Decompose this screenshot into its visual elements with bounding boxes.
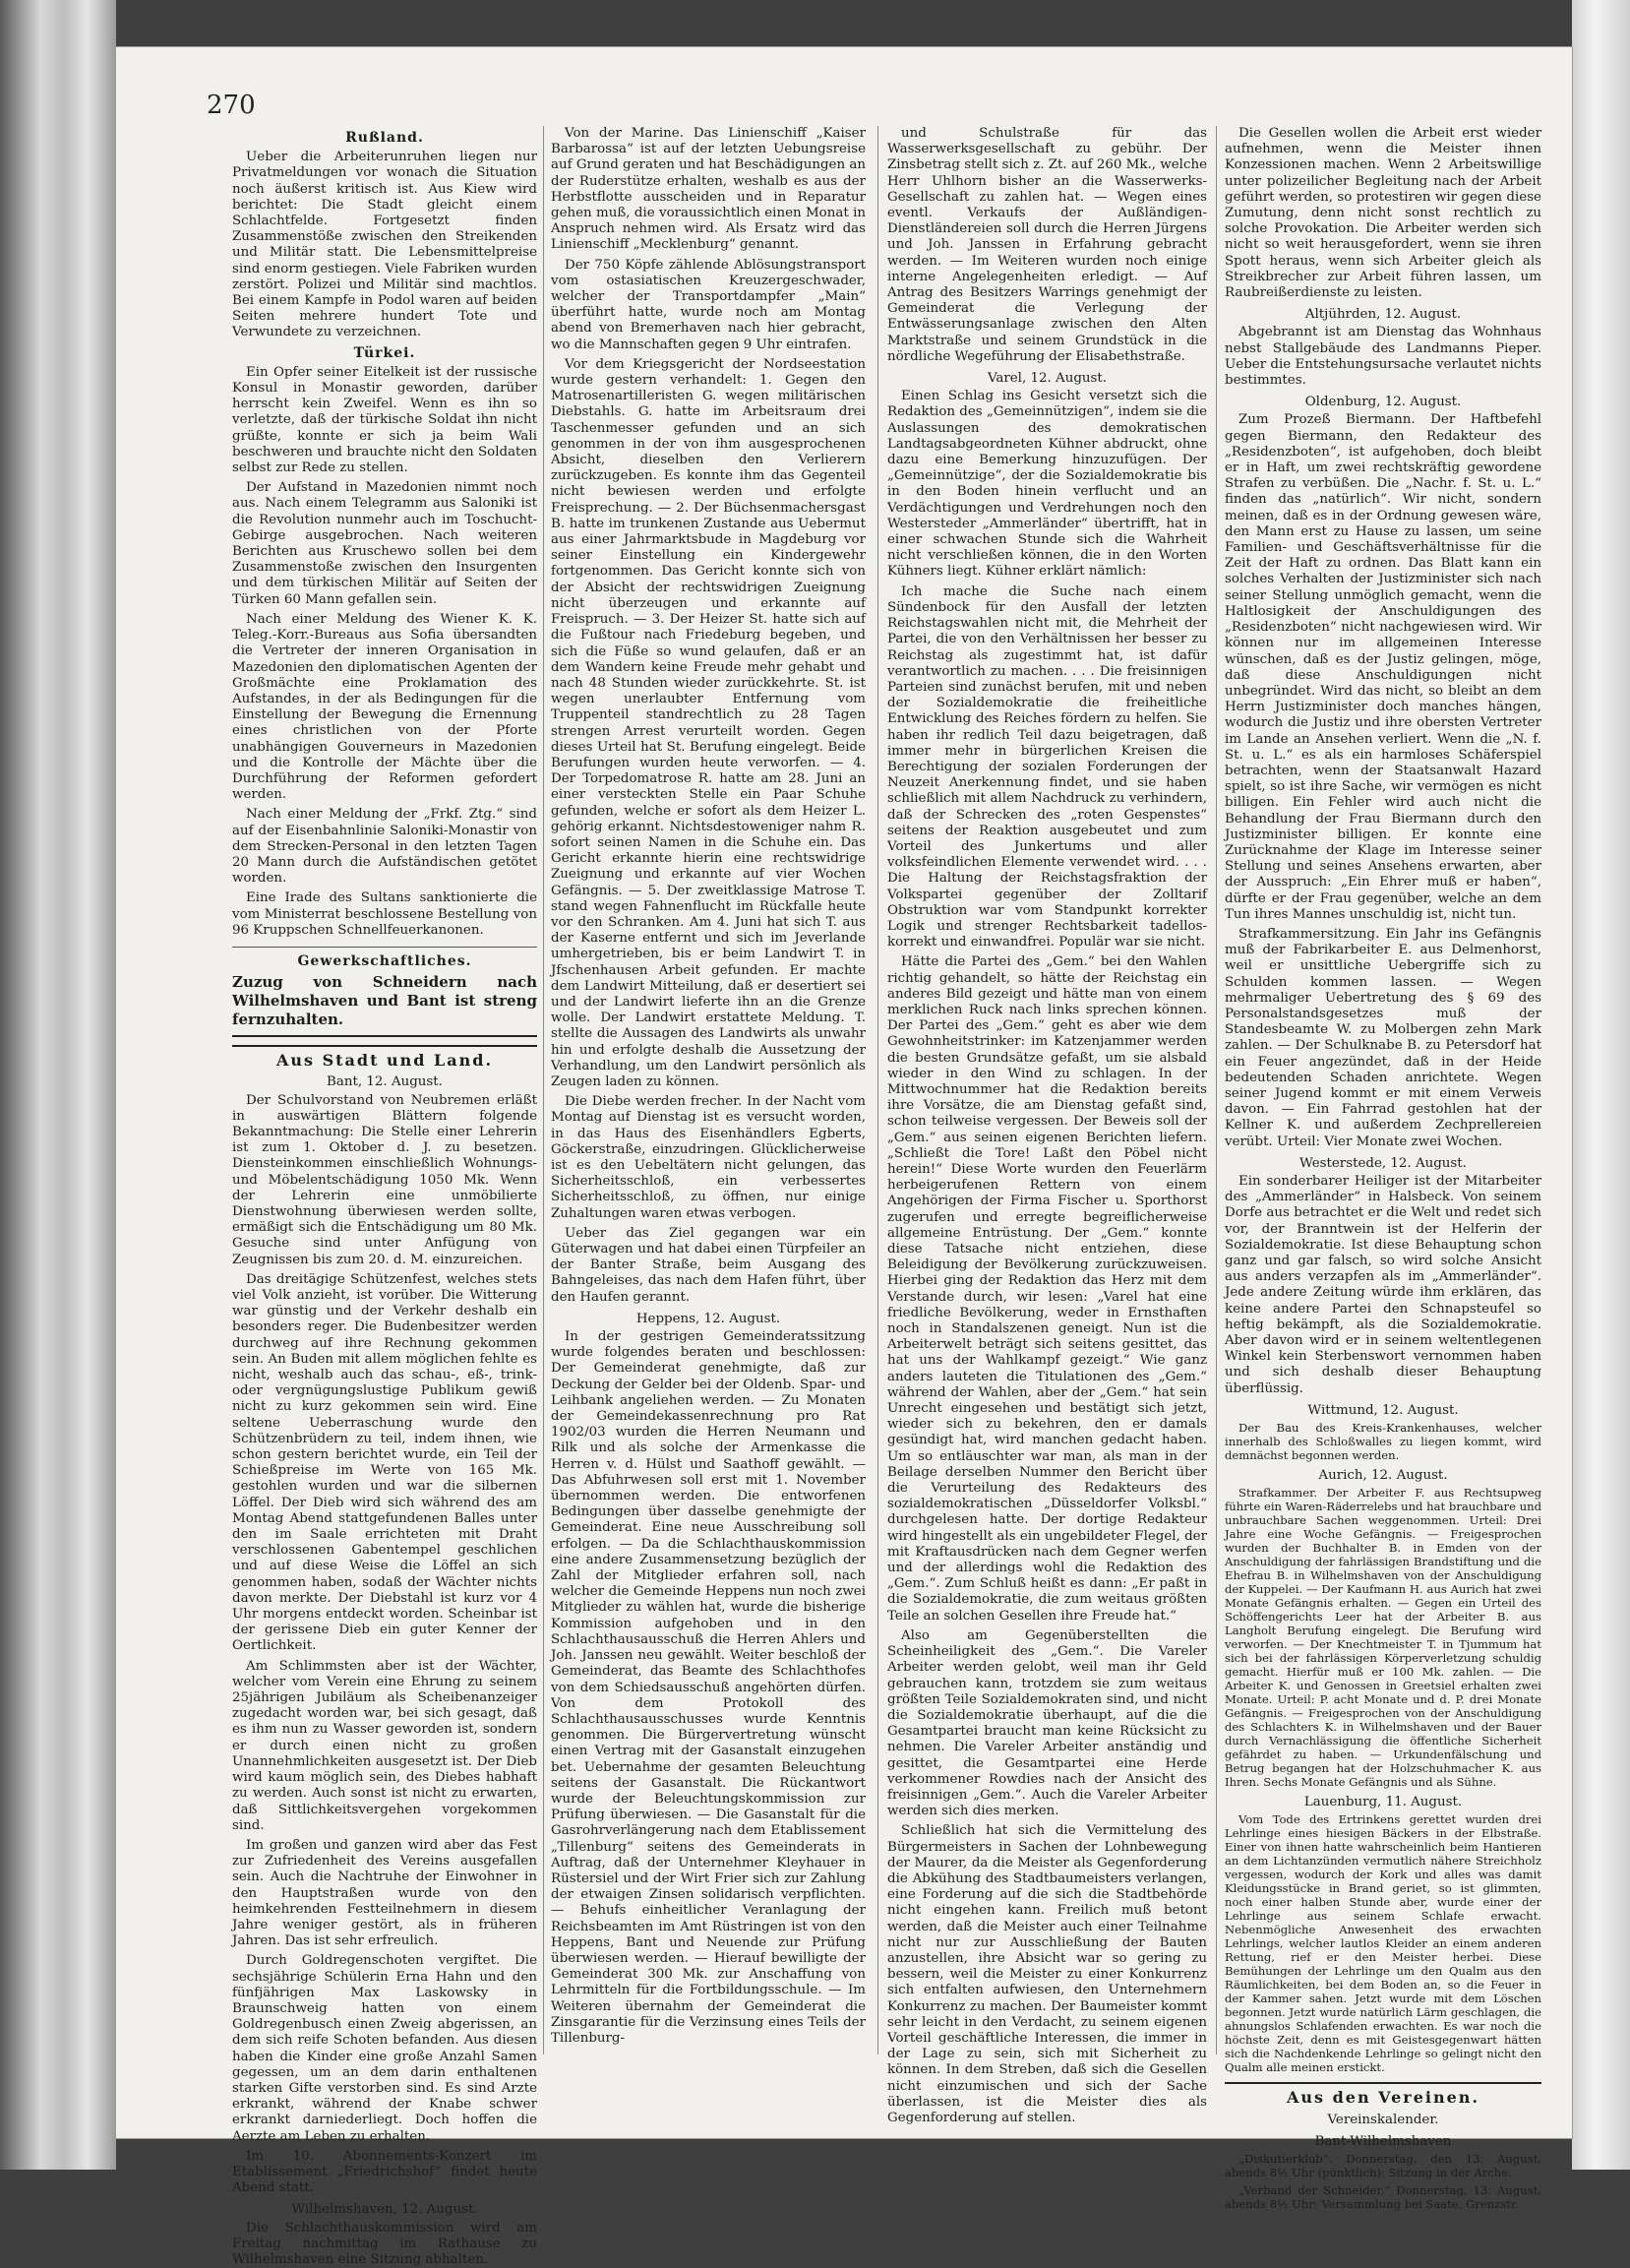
page-number: 270 xyxy=(207,91,256,120)
heading-gewerkschaftliches: Gewerkschaftliches. xyxy=(297,952,472,969)
separator xyxy=(232,947,537,948)
dateline-aurich: Aurich, 12. August. xyxy=(1318,1468,1448,1484)
column-rule xyxy=(877,126,878,2054)
article-paragraph: Ueber die Arbeiterunruhen liegen nur Privatmeldungen vor wonach die Situation noch äußerst kritisch ist. Aus Kiew wird berichtet: Die Stadt gleicht einem Schlachtfelde. Fortgesetzt finden Zusammenstöße zwischen den Streikenden und Militär statt. Die Lebensmittelpreise sind enorm gestiegen. Viele Fabriken wurden zerstört. Polizei und Militär sind machtlos. Bei einem Kampfe in Podol waren auf beiden Seiten mehrere hundert Tote und Verwundete zu verzeichnen. xyxy=(232,150,537,340)
article-paragraph: Also am Gegenüberstellten die Scheinheiligkeit des „Gem.“. Die Vareler Arbeiter werden gelobt, weil man ihr Geld gebrauchen kann, trotzdem sie zum weitaus größten Teile Sozialdemokraten sind, und nicht die Sozialdemokratie überhaupt, auf die die Gesamtpartei braucht man keine Rücksicht zu nehmen. Die Vareler Arbeiter anständig und gesittet, die Gesamtpartei eine Herde verkommener Rowdies nach der Ansicht des freisinnigen „Gem.“. Auch die Vareler Arbeiter werden sich dies merken. xyxy=(887,1627,1207,1819)
dateline-altjuehrden: Altjührden, 12. August. xyxy=(1304,307,1462,323)
dateline-oldenburg: Oldenburg, 12. August. xyxy=(1304,395,1462,410)
article-paragraph: Durch Goldregenschoten vergiftet. Die sechsjährige Schülerin Erna Hahn und den fünfjährigen Max Laskowsky in Braunschweig hatten von einem Goldregenbusch einen Zweig abgerissen, an dem sich reife Schoten befanden. Aus diesen haben die Kinder eine große Anzahl Samen gegessen, um an dem darin enthaltenen starken Gifte verstorben sind. Es sind Arzte erkrankt, während der Knabe schwer erkrankt darniederliegt. Doch hoffen die Aerzte am Leben zu erhalten. xyxy=(232,1953,537,2144)
column-2 xyxy=(551,126,866,2064)
column-1 xyxy=(232,126,537,2267)
article-paragraph: Die Schlachthauskommission wird am Freitag nachmittag im Rathause zu Wilhelmshaven eine Sitzung abhalten. xyxy=(232,2220,537,2267)
page-edge xyxy=(1572,0,1630,2170)
column-rule xyxy=(1216,126,1217,2054)
article-paragraph: Ich mache die Suche nach einem Sündenbock für den Ausfall der letzten Reichstagswahlen nicht mit, die Mehrheit der Partei, die von den Verhältnissen her besser zu Reichstag als zugestimmt hat, ist dafür verantwortlich zu machen. . . . Die freisinnigen Parteien sind zunächst berufen, mit und neben der Sozialdemokratie die freiheitliche Entwicklung des Reiches fördern zu helfen. Sie haben ihr redlich Teil dazu beigetragen, daß immer mehr in bürgerlichen Kreisen die Berechtigung der sozialen Forderungen der Neuzeit Anerkennung findet, und sie haben schließlich mit allem Nachdruck zu verhindern, daß der Schrecken des „roten Gespenstes“ seitens der Reaktion ausgebeutet und zum Vorteil des Junkertums und aller volksfeindlichen Elemente verwendet wird. . . . Die Haltung der Reichstagsfraktion der Volkspartei gegenüber der Zolltarif Obstruktion war vom Standpunkt korrekter Logik und strenger Rechtsbarkeit tadellos-korrekt und einwandfrei. Populär war sie nicht. xyxy=(887,583,1207,950)
article-paragraph: Vor dem Kriegsgericht der Nordseestation wurde gestern verhandelt: 1. Gegen den Matrosenartilleristen G. wegen militärischen Diebstahls. G. hatte im Arbeitsraum drei Taschenmesser gefunden und an sich genommen in der von ihm ausgesprochenen Absicht, dieselben den Verlierern zurückzugeben. Es konnte ihm das Gegenteil nicht bewiesen werden und erfolgte Freisprechung. — 2. Der Büchsenmachersgast B. hatte im trunkenen Zustande aus Uebermut aus einer Jahrmarktsbude in Magdeburg vor seiner Einstellung ein Kindergewehr fortgenommen. Das Gericht konnte sich von der Absicht der rechtswidrigen Zueignung nicht überzeugen und erkannte auf Freispruch. — 3. Der Heizer St. hatte sich auf die Fußtour nach Friedeburg begeben, und sich die Füße so wund gelaufen, daß er an dem Wandern keine Freude mehr gehabt und nach 48 Stunden wieder zurückkehrte. St. ist wegen unerlaubter Entfernung vom Truppenteil standrechtlich zu 28 Tagen strengen Arrest verurteilt worden. Gegen dieses Urteil hat St. Berufung eingelegt. Beide Berufungen wurden heute verworfen. — 4. Der Torpedomatrose R. hatte am 28. Juni an einer versteckten Stelle ein Paar Schuhe gefunden, welche er sofort als dem Heizer L. gehörig erkannt. Nichtsdestoweniger nahm R. sofort seinen Namen in die Schuhe ein. Das Gericht erkannte hierin eine rechtswidrige Zueignung und erkannte auf vier Wochen Gefängnis. — 5. Der zweitklassige Matrose T. stand wegen Fahnenflucht im Rückfalle heute vor den Schranken. Am 4. Juni hat sich T. aus der Kaserne entfernt und sich im Jeverlande umhergetrieben, bis er beim Landwirt T. in Jfschenhausen Arbeit gefunden. Er machte dem Landwirt Mitteilung, daß er desertiert sei und der Landwirt lieferte ihn an die Grenze wolle. Der Landwirt erstattete Meldung. T. stellte die Aussagen des Landwirts als unwahr hin und erfolgte deshalb die Aussetzung der Verhandlung, um den Landwirt persönlich als Zeugen laden zu können. xyxy=(551,356,866,1089)
article-paragraph: Ein sonderbarer Heiliger ist der Mitarbeiter des „Ammerländer“ in Halsbeck. Von seinem Dorfe aus betrachtet er die Welt und redet sich vor, der Branntwein ist der Helferin der Sozialdemokratie. Ist diese Behauptung schon ganz und gar falsch, so wird solche Ansicht aus anders verzapfen als im „Ammerländer“. Jede andere Zeitung würde ihm erklären, das keine andere Partei den Schnapsteufel so heftig bekämpft, als die Sozialdemokratie. Aber davon wird er in seinem weltentlegenen Winkel kein Sterbenswort vernommen haben und sich deshalb dieser Behauptung überflüssig. xyxy=(1225,1174,1541,1396)
article-paragraph: Hätte die Partei des „Gem.“ bei den Wahlen richtig gehandelt, so hätte der Reichstag ein anderes Bild gezeigt und hätte man von einem merklichen Ruck nach links sprechen können. Der Partei des „Gem.“ geht es aber wie dem Gewohnheitstrinker: im Katzenjammer werden die besten Grundsätze gefaßt, um sie alsbald wieder in den Wind zu schlagen. In der Mittwochnummer hat die Redaktion bereits ihre Vorsätze, die am Dienstag gefaßt sind, schon teilweise vergessen. Der Beweis soll der „Gem.“ aus seinen eigenen Berichten liefern. „Schließt die Tore! Laßt den Pöbel nicht herein!“ Diese Worte wurden den Feuerlärm herbeigerufenen Rettern von einem Angehörigen der Firma Fischer u. Sporthorst zugerufen und erregte begreiflicherweise allgemeine Entrüstung. Der „Gem.“ konnte diese Tatsache nicht entziehen, diese Beleidigung der Bevölkerung zurückzuweisen. Hierbei ging der Redaktion das Herz mit dem Verstande durch, wir lesen: „Varel hat eine friedliche Bevölkerung, weder in Ernsthaften noch in Standalszenen geneigt. Nun ist die Arbeiterwelt beträgt sich seitens gesittet, das hat uns der Wahlkampf gezeigt.“ Wie ganz anders lauteten die Titulationen des „Gem.“ während der Wahlen, aber der „Gem.“ hat sein Unrecht eingesehen und bestätigt sich jetzt, wieder sich zu bekehren, den er damals gesündigt hat, wird manchen gedacht haben. Um so entläuschter war man, als man in der Beilage derselben Nummer den Bericht über die Verurteilung des Redakteurs des sozialdemokratischen „Düsseldorfer Volksbl.“ durchgelesen hatte. Der dortige Redakteur wird hingestellt als ein ungebildeter Flegel, der mit Kraftausdrücken nach dem Gegner werfen und der allerdings wohl die Redaktion des „Gem.“. Zum Schluß heißt es dann: „Er paßt in die Sozialdemokratie, die zum weitaus größten Teile an solchen Gesellen ihre Freude hat.“ xyxy=(887,954,1207,1624)
book-spine xyxy=(0,0,116,2170)
event-entry: „Verband der Schneider.“ Donnerstag, 13. August, abends 8½ Uhr: Versammlung bei Saate, Grenzstr. xyxy=(1225,2183,1541,2212)
article-paragraph: In der gestrigen Gemeinderatssitzung wurde folgendes beraten und beschlossen: Der Gemeinderat genehmigte, daß zur Deckung der Gelder bei der Oldenb. Spar- und Leihbank angeliehen werden. — Zu Monaten der Gemeindekassenrechnung pro Rat 1902/03 wurden die Herren Neumann und Rilk und als solche der Armenkasse die Herren v. d. Hülst und Saathoff gewählt. — Das Abfuhrwesen soll erst mit 1. November übernommen werden. Die entworfenen Bedingungen über dasselbe genehmigte der Gemeinderat. Eine neue Ausschreibung soll erfolgen. — Da die Schlachthauskommission eine andere Zusammensetzung bezüglich der Zahl der Mitglieder erfahren soll, nach welcher die Gemeinde Heppens nun noch zwei Mitglieder zu wählen hat, wurde die bisherige Kommission aufgehoben und in den Schlachthausausschuß die Herren Ahlers und Joh. Janssen neu gewählt. Weiter beschloß der Gemeinderat, das Beamte des Schlachthofes von dem Schiedsausschuß angehörten dürfen. Von dem Protokoll des Schlachthausausschusses wurde Kenntnis genommen. Die Bürgervertretung wünscht einen Vertrag mit der Gasanstalt einzugehen bet. Uebernahme der gesamten Beleuchtung seitens der Gasanstalt. Die Rückantwort wurde der Beleuchtungskommission zur Prüfung überwiesen. — Die Gasanstalt für die Gasrohrverlängerung nach dem Etablissement „Tillenburg“ seitens des Gemeinderats in Auftrag, daß der Unternehmer Kleyhauer in Rüstersiel und der Wirt Frier sich zur Zahlung der etwaigen Zinsen solidarisch verpflichten. — Behufs einheitlicher Veranlagung der Reichsbeamten im Amt Rüstringen ist von den Heppens, Bant und Neuende zur Prüfung überwiesen werden. — Hierauf bewilligte der Gemeinderat 300 Mk. zur Anschaffung von Lehrmitteln für die Fortbildungsschule. — Im Weiteren übernahm der Gemeinderat die Zinsgarantie für die Verzinsung eines Teils der Tillenburg- xyxy=(551,1329,866,2046)
article-paragraph: und Schulstraße für das Wasserwerksgesellschaft zu gebühr. Der Zinsbetrag stellt sich z. Zt. auf 260 Mk., welche Herr Uhlhorn bisher an die Wasserwerks-Gesellschaft zu zahlen hat. — Wegen eines eventl. Verkaufs der Außländigen-Dienstländereien soll durch die Herren Jürgens und Joh. Janssen in Erfahrung gebracht werden. — Im Weiteren wurden noch einige interne Angelegenheiten erledigt. — Auf Antrag des Besitzers Warrings genehmigt der Gemeinderat die Verlegung der Entwässerungsanlage zwischen den Alten Marktstraße und seinem Grundstück in die nördliche Wegeführung der Elisabethstraße. xyxy=(887,126,1207,364)
column-4 xyxy=(1225,126,1541,2212)
article-paragraph: Im großen und ganzen wird aber das Fest zur Zufriedenheit des Vereins ausgefallen sein. Auch die Nachtruhe der Einwohner in den Hauptstraßen wurde von den heimkehrenden Festteilnehmern in diesem Jahre weniger gestört, als in früheren Jahren. Das ist sehr erfreulich. xyxy=(232,1837,537,1949)
dateline-varel: Varel, 12. August. xyxy=(987,371,1108,387)
article-paragraph: Strafkammersitzung. Ein Jahr ins Gefängnis muß der Fabrikarbeiter E. aus Delmenhorst, weil er unsittliche Uebergriffe sich zu Schulden kommen lassen. — Wegen mehrmaliger Uebertretung des § 69 des Personalstandsgesetzes muß der Standesbeamte W. zu Molbergen zehn Mark zahlen. — Der Schulknabe B. zu Petersdorf hat ein Feuer angezündet, daß in der Heide bedeutenden Schaden anrichtete. Wegen seiner Jugend kommt er mit einem Verweis davon. — Ein Fahrrad gestohlen hat der Kellner K. und außerdem Zechprellereien verübt. Urteil: Vier Monate zwei Wochen. xyxy=(1225,926,1541,1149)
article-paragraph: Vom Tode des Ertrinkens gerettet wurden drei Lehrlinge eines hiesigen Bäckers in der Elbstraße. Einer von ihnen hatte wahrscheinlich beim Hantieren an dem Lichtanzünden vermutlich nähere Streichholz vergessen, wodurch der Kork und alles was damit Kleidungsstücke in Brand geriet, so ist glimmten, noch einer halben Stunde aber, wurde einer der Lehrlinge aus seinem Schlafe erwacht. Nebenmögliche Anwesenheit des erwachten Lehrlings, welcher lautlos Kleider an einem anderen Rettung, rief er den Meister herbei. Diese Bemühungen der Lehrlinge um den Qualm aus den Räumlichkeiten, bei dem Boden an, so die Feuer in der Kammer sahen. Jetzt wurde mit dem Löschen begonnen. Jetzt wurde natürlich Lärm geschlagen, die ahnungslos Schlafenden erwachten. Es war noch die höchste Zeit, denn es mit Geistesgegenwart hätten sich die Nachdenkende Lehrlinge so gelingt nicht den Qualm alle meinen erstickt. xyxy=(1225,1812,1541,2075)
article-paragraph: Die Diebe werden frecher. In der Nacht vom Montag auf Dienstag ist es versucht worden, in das Haus des Eisenhändlers Egberts, Göckerstraße, einzudringen. Glücklicherweise ist es den Uebeltätern nicht gelungen, das Sicherheitsschloß, ein verbessertes Sicherheitsschloß, zu öffnen, nur einige Zuhaltungen waren etwas verbogen. xyxy=(551,1094,866,1221)
heading-stadt-und-land: Aus Stadt und Land. xyxy=(232,1045,537,1069)
heading-russland: Rußland. xyxy=(345,130,424,146)
article-paragraph: Die Gesellen wollen die Arbeit erst wieder aufnehmen, wenn die Meister ihnen Konzessionen machen. Wenn 2 Arbeitswillige unter polizeilicher Begleitung nach der Arbeit geführt werden, so protestiren wir gegen diese Zumutung, denn nicht sonst rechtlich zu solche Provokation. Die Arbeiter werden sich nicht so weit herausgefordert, wenn sie ihren Spott heraus, wenn sich Arbeiter gleich als Streikbrecher zur Arbeit führen lassen, um Raubreißerdienste zu leisten. xyxy=(1225,126,1541,301)
article-paragraph: Ueber das Ziel gegangen war ein Güterwagen und hat dabei einen Türpfeiler an der Banter Straße, beim Ausgang des Bahngeleises, das nach dem Hafen führt, über den Haufen gerannt. xyxy=(551,1225,866,1305)
article-paragraph: Der Bau des Kreis-Krankenhauses, welcher innerhalb des Schloßwalles zu liegen kommt, wird demnächst begonnen werden. xyxy=(1225,1421,1541,1463)
heading-aus-den-vereinen: Aus den Vereinen. xyxy=(1225,2082,1541,2106)
article-paragraph: Ein Opfer seiner Eitelkeit ist der russische Konsul in Monastir geworden, darüber herrscht kein Zweifel. Wenn es ihn so verletzte, daß der türkische Soldat ihn nicht grüßte, konnte er sich ja beim Wali beschweren und brauchte nicht den Soldaten selbst zur Rede zu stellen. xyxy=(232,364,537,476)
article-paragraph: Eine Irade des Sultans sanktionierte die vom Ministerrat beschlossene Bestellung von 96 Kruppschen Schnellfeuerkanonen. xyxy=(232,890,537,938)
article-paragraph: Der Schulvorstand von Neubremen erläßt in auswärtigen Blättern folgende Bekanntmachung: Die Stelle einer Lehrerin ist zum 1. Oktober d. J. zu besetzen. Diensteinkommen einschließlich Wohnungs- und Möbelentschädigung 1050 Mk. Wenn der Lehrerin eine unmöbilierte Dienstwohnung überwiesen werden sollte, ermäßigt sich die Entschädigung um 80 Mk. Gesuche sind unter Anfügung von Zeugnissen bis zum 20. d. M. einzureichen. xyxy=(232,1092,537,1267)
dateline-wilhelmshaven: Wilhelmshaven, 12. August. xyxy=(291,2202,478,2218)
heading-bant-wilhelmshaven: Bant-Wilhelmshaven xyxy=(1314,2133,1452,2149)
article-paragraph: Am Schlimmsten aber ist der Wächter, welcher vom Verein eine Ehrung zu seinem 25jährigen Jubiläum als Scheibenanzeiger zugedacht worden war, bei sich gesagt, daß es ihm nun zu Wasser geworden ist, sondern er durch einen nicht zu großen Unannehmlichkeiten ausgesetzt ist. Der Dieb wird kaum möglich sein, des Diebes habhaft zu werden. Auch sonst ist nicht zu erwarten, daß Sittlichkeitsvergehen vorgekommen sind. xyxy=(232,1658,537,1833)
article-paragraph: Der Aufstand in Mazedonien nimmt noch aus. Nach einem Telegramm aus Saloniki ist die Revolution nunmehr auch im Toschucht-Gebirge ausgebrochen. Nach weiteren Berichten aus Kruschewo sollen bei dem Zusammenstoße zwischen den Insurgenten und dem türkischen Militär auf Seiten der Türken 60 Mann gefallen sein. xyxy=(232,480,537,607)
article-paragraph: Schließlich hat sich die Vermittelung des Bürgermeisters in Sachen der Lohnbewegung der Maurer, da die Meister als Gegenforderung die Abkühung des Stadtbaumeisters verlangen, eine Forderung auf die sich die Stadtbehörde nicht eingehen kann. Freilich muß betont werden, daß die Meister auch einer Teilnahme nicht nur zur Ausschließung der Bauten anzustellen, ihre Absicht war so gering zu bessern, weil die Meister zu einer Konkurrenz sich entfalten aufwiesen, den Unternehmern Konkurrenz zu machen. Der Baumeister kommt sehr leicht in den Verdacht, zu seinem eigenen Vorteil geschäftliche Interessen, die immer in der Lage zu sein, sich mit Sicherheit zu können. In dem Streben, daß sich die Gesellen nicht einzumischen und sich der Sache überlassen, ist die Meister dies als Gegenforderung auf stellen. xyxy=(887,1823,1207,2125)
article-paragraph: Der 750 Köpfe zählende Ablösungstransport vom ostasiatischen Kreuzergeschwader, welcher der Transportdampfer „Main“ überführt hatte, wurde noch am Montag abend von Bremerhaven nach hier gebracht, wo die Mannschaften gegen 9 Uhr eintrafen. xyxy=(551,257,866,352)
article-paragraph: Das dreitägige Schützenfest, welches stets viel Volk anzieht, ist vorüber. Die Witterung war günstig und der Verkehr deshalb ein besonders reger. Die Budenbesitzer werden durchweg auf ihre Rechnung gekommen sein. An Buden mit allem möglichen fehlte es nicht, weshalb auch das schau-, eß-, trink- oder vergnügungslustige Publikum gewiß nicht zu kurz gekommen sein wird. Eine seltene Ueberraschung wurde den Schützenbrüdern zu teil, indem ihnen, wie schon gestern berichtet wurde, ein Teil der Schießpreise im Werte von 165 Mk. gestohlen wurden und war die silbernen Löffel. Der Dieb wird sich während des am Montag Abend stattgefundenen Balles unter den im Saale errichteten mit Draht verschlossenen Gabentempel geschlichen und auf diese Weise die Löffel an sich genommen haben, sodaß der Wächter nichts davon merkte. Der Diebstahl ist kurz vor 4 Uhr morgens entdeckt worden. Scheinbar ist der gerissene Dieb ein guter Kenner der Oertlichkeit. xyxy=(232,1271,537,1654)
article-paragraph: Im 10. Abonnements-Konzert im Etablissement „Friedrichshof“ findet heute Abend statt. xyxy=(232,2148,537,2196)
dateline-wittmund: Wittmund, 12. August. xyxy=(1307,1402,1459,1418)
article-paragraph: Nach einer Meldung der „Frkf. Ztg.“ sind auf der Eisenbahnlinie Saloniki-Monastir von dem Strecken-Personal in den letzten Tagen 20 Mann durch die Aufständischen getötet worden. xyxy=(232,807,537,887)
article-paragraph: Von der Marine. Das Linienschiff „Kaiser Barbarossa“ ist auf der letzten Uebungsreise auf Grund geraten und hat Beschädigungen an der Ruderstütze erhalten, weshalb es aus der Herbstflotte ausscheiden und in Reparatur gehen muß, die voraussichtlich einen Monat in Anspruch nehmen wird. Als Ersatz wird das Linienschiff „Mecklenburg“ genannt. xyxy=(551,126,866,253)
dateline-heppens: Heppens, 12. August. xyxy=(635,1311,781,1326)
article-paragraph: Strafkammer. Der Arbeiter F. aus Rechtsupweg führte ein Waren-Räderrelebs und hat brauchbare und unbrauchbare Sachen weggenommen. Urteil: Drei Jahre eine Woche Gefängnis. — Freigesprochen wurden der Buchhalter B. in Emden von der Anschuldigung der fahrlässigen Brandstiftung und die Ehefrau B. in Wilhelmshaven von der Anschuldigung der Kuppelei. — Der Kaufmann H. aus Aurich hat zwei Monate Gefängnis erhalten. — Gegen ein Urteil des Schöffengerichts Leer hat der Arbeiter B. aus Langholt Berufung eingelegt. Die Berufung wird verworfen. — Der Knechtmeister T. in Tjummum hat sich bei der fahrlässigen Körperverletzung schuldig gemacht. Hierfür muß er 100 Mk. zahlen. — Die Arbeiter K. und Genossen in Greetsiel erhalten zwei Monate. Urteil: P. acht Monate und d. P. drei Monate Gefängnis. — Freigesprochen von der Anschuldigung des Schlachters K. in Wilhelmshaven und der Bauer durch Vernachlässigung die öffentliche Sicherheit gefährdet zu haben. — Urkundenfälschung und Betrug begangen hat der Holzschuhmacher K. aus Ihren. Sechs Monate Gefängnis und als Sühne. xyxy=(1225,1486,1541,1790)
notice-zuzug: Zuzug von Schneidern nach Wilhelmshaven und Bant ist streng fernzuhalten. xyxy=(232,973,537,1037)
dateline-bant: Bant, 12. August. xyxy=(327,1074,443,1090)
column-3 xyxy=(887,126,1207,2125)
dateline-lauenburg: Lauenburg, 11. August. xyxy=(1303,1795,1463,1810)
article-paragraph: Zum Prozeß Biermann. Der Haftbefehl gegen Biermann, den Redakteur des „Residenzboten“, ist aufgehoben, doch bleibt er in Haft, um zwei rechtskräftig gewordene Strafen zu verbüßen. Die „Nachr. f. St. u. L.“ finden das „natürlich“. Wir nicht, sondern meinen, daß es in der Ordnung gewesen wäre, den Mann erst zu Hause zu lassen, um seine Familien- und Geschäftsverhältnisse für die Zeit der Haft zu ordnen. Das Blatt kann ein solches Verhalten der Justizminister sich nach seiner Stellung unmöglich gemacht, wenn die Haltlosigkeit der Anschuldigungen des „Residenzboten“ nicht nachgewiesen wird. Wir können nur im allgemeinen Interesse wünschen, daß es der Justiz gelingen, möge, daß diese Anschuldigungen nicht unbegründet. Wird das nicht, so bleibt an dem Herrn Justizminister doch manches hängen, wodurch die Justiz und ihre obersten Vertreter im Lande an Ansehen verliert. Wenn die „N. f. St. u. L.“ es als ein harmloses Schäferspiel betrachten, wenn der Staatsanwalt Hazard spielt, so ist ihre Sache, wir vermögen es nicht billigen. Ein Fehler wird auch nicht die Behandlung der Frau Biermann durch den Justizminister billigen. Er konnte eine Zurücknahme der Klage im Interesse seiner Stellung und seines Ansehens erwarten, aber der Ausspruch: „Ein Ehrer muß er haben“, dürfte er der Frau gegenüber, welche an dem Tun ihres Mannes unschuldig ist, nicht tun. xyxy=(1225,412,1541,922)
heading-vereinskalender: Vereinskalender. xyxy=(1327,2112,1439,2127)
column-rule xyxy=(543,126,544,2054)
article-paragraph: Abgebrannt ist am Dienstag das Wohnhaus nebst Stallgebäude des Landmanns Pieper. Ueber die Entstehungsursache verlautet nichts bestimmtes. xyxy=(1225,325,1541,389)
dateline-westerstede: Westerstede, 12. August. xyxy=(1299,1155,1467,1171)
heading-tuerkei: Türkei. xyxy=(353,344,416,361)
article-paragraph: Einen Schlag ins Gesicht versetzt sich die Redaktion des „Gemeinnützigen“, indem sie die Auslassungen des demokratischen Landtagsabgeordneten Kühner abdruckt, ohne dazu eine Bemerkung hinzuzufügen. Der „Gemeinnützige“, der die Sozialdemokratie bis in den Boden hinein verflucht und an Verdächtigungen und Verdrehungen noch den Westersteder „Ammerländer“ übertrifft, hat in einer schwachen Stunde sich die Wahrheit nicht verschließen können, die in den Worten Kühners liegt. Kühner erklärt nämlich: xyxy=(887,389,1207,580)
article-paragraph: Nach einer Meldung des Wiener K. K. Teleg.-Korr.-Bureaus aus Sofia übersandten die Vertreter der inneren Organisation in Mazedonien den diplomatischen Agenten der Großmächte eine Proklamation des Aufstandes, in der als Bedingungen für die Einstellung der Bewegung die Ernennung eines christlichen von der Pforte unabhängigen Gouverneurs in Mazedonien und die Kontrolle der Mächte über die Durchführung der Reformen gefordert werden. xyxy=(232,611,537,803)
event-entry: „Diskutierklub“. Donnerstag, den 13. August, abends 8½ Uhr (pünktlich): Sitzung in der Arche. xyxy=(1225,2152,1541,2180)
